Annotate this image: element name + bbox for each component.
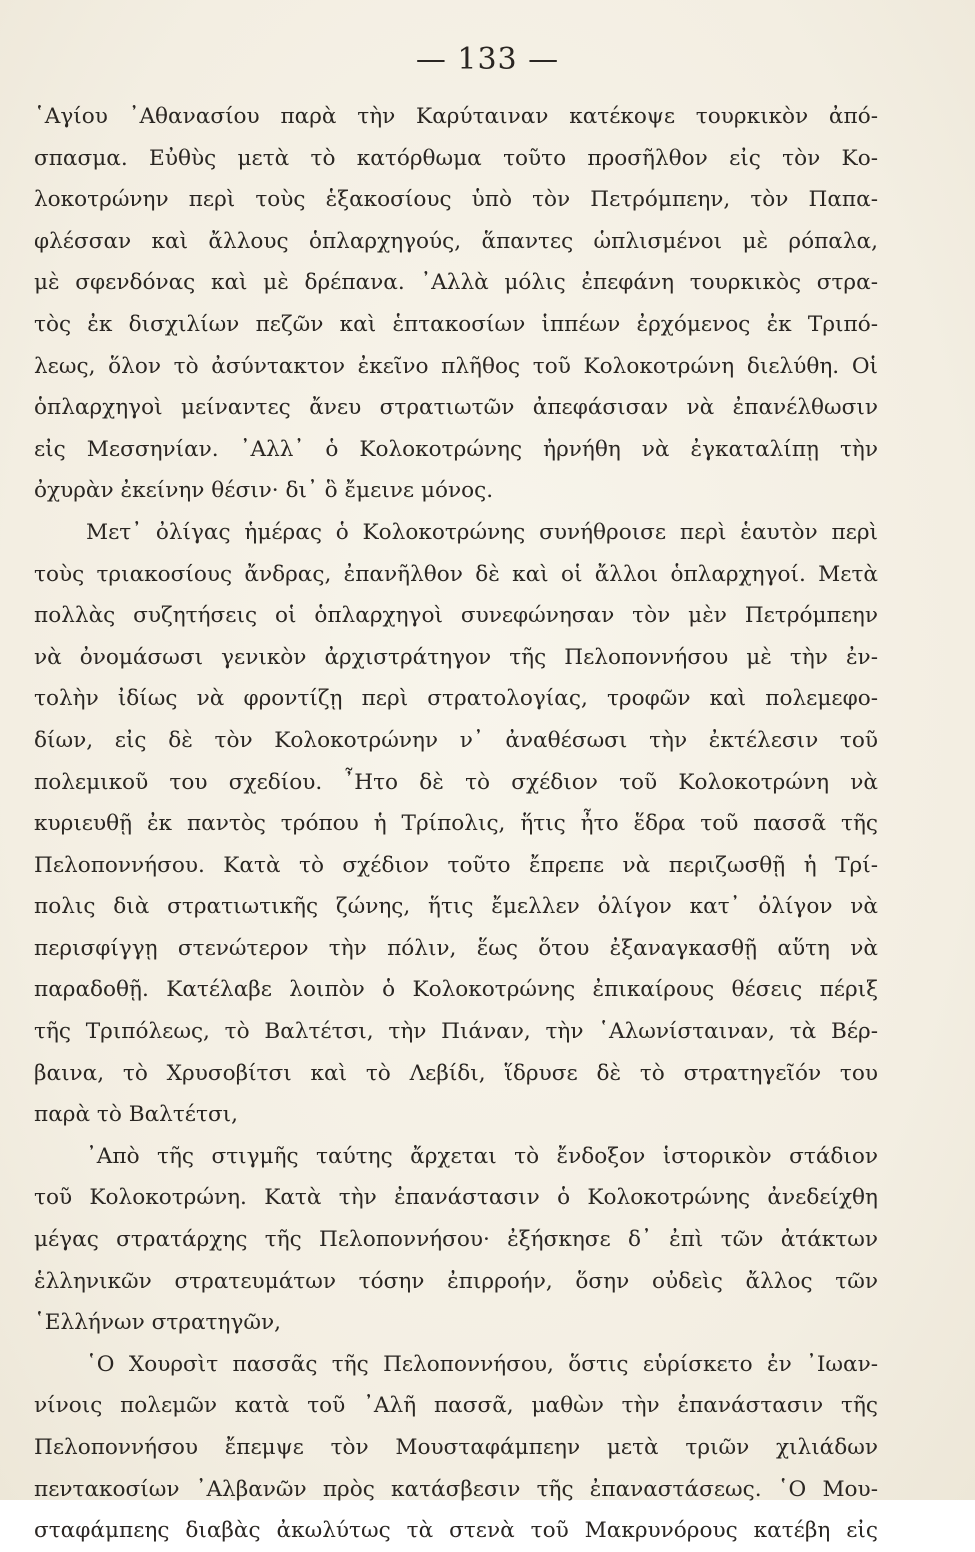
text-line: ῾Αγίου ᾿Αθανασίου παρὰ τὴν Καρύταιναν κατέκοψε τουρκικὸν ἀπό- (34, 104, 878, 129)
text-line: μὲ σφενδόνας καὶ μὲ δρέπανα. ᾿Αλλὰ μόλις ἐπεφάνη τουρκικὸς στρα- (34, 270, 878, 296)
text-line: παρὰ τὸ Βαλτέτσι, (34, 1102, 239, 1128)
text-line: τοὺς τριακοσίους ἄνδρας, ἐπανῆλθον δὲ καὶ οἱ ἄλλοι ὁπλαρχηγοί. Μετὰ (34, 561, 878, 587)
text-line: Πελοποννήσου. Κατὰ τὸ σχέδιον τοῦτο ἔπρεπε νὰ περιζωσθῇ ἡ Τρί- (34, 852, 878, 878)
text-line: δίων, εἰς δὲ τὸν Κολοκοτρώνην ν᾿ ἀναθέσωσι τὴν ἐκτέλεσιν τοῦ (34, 727, 878, 753)
text-line: πολις διὰ στρατιωτικῆς ζώνης, ἥτις ἔμελλεν ὀλίγον κατ᾿ ὀλίγον νὰ (34, 894, 878, 920)
text-line: σταφάμπεης διαβὰς ἀκωλύτως τὰ στενὰ τοῦ Μακρυνόρους κατέβη εἰς (34, 1518, 878, 1544)
text-line: λοκοτρώνην περὶ τοὺς ἑξακοσίους ὑπὸ τὸν Πετρόμπεην, τὸν Παπα- (34, 187, 878, 213)
text-line: πολλὰς συζητήσεις οἱ ὁπλαρχηγοὶ συνεφώνησαν τὸν μὲν Πετρόμπεην (34, 603, 878, 629)
text-line: ὁπλαρχηγοὶ μείναντες ἄνευ στρατιωτῶν ἀπεφάσισαν νὰ ἐπανέλθωσιν (34, 395, 878, 421)
text-line: ῾Ο Χουρσὶτ πασσᾶς τῆς Πελοποννήσου, ὅστις εὑρίσκετο ἐν ᾿Ιωαν- (86, 1351, 878, 1377)
body-text (34, 96, 878, 1552)
text-line: πεντακοσίων ᾿Αλβανῶν πρὸς κατάσβεσιν τῆς ἐπαναστάσεως. ῾Ο Μου- (34, 1476, 878, 1502)
text-line: νίνοις πολεμῶν κατὰ τοῦ ᾿Αλῆ πασσᾶ, μαθὼν τὴν ἐπανάστασιν τῆς (34, 1393, 878, 1419)
text-line: τὸς ἐκ δισχιλίων πεζῶν καὶ ἑπτακοσίων ἱππέων ἐρχόμενος ἐκ Τριπό- (34, 311, 878, 337)
text-line: κυριευθῇ ἐκ παντὸς τρόπου ἡ Τρίπολις, ἥτις ἦτο ἕδρα τοῦ πασσᾶ τῆς (34, 811, 878, 837)
text-line: βαινα, τὸ Χρυσοβίτσι καὶ τὸ Λεβίδι, ἵδρυσε δὲ τὸ στρατηγεῖόν του (34, 1060, 878, 1086)
text-line: ῾Ελλήνων στρατηγῶν, (34, 1310, 281, 1336)
text-line: περισφίγγῃ στενώτερον τὴν πόλιν, ἕως ὅτου ἐξαναγκασθῇ αὕτη νὰ (34, 935, 878, 961)
text-line: εἰς Μεσσηνίαν. ᾿Αλλ᾿ ὁ Κολοκοτρώνης ἠρνήθη νὰ ἐγκαταλίπῃ τὴν (34, 436, 878, 462)
text-line: τολὴν ἰδίως νὰ φροντίζῃ περὶ στρατολογίας, τροφῶν καὶ πολεμεφο- (34, 686, 878, 712)
text-line: μέγας στρατάρχης τῆς Πελοποννήσου· ἐξήσκησε δ᾿ ἐπὶ τῶν ἀτάκτων (34, 1227, 878, 1253)
text-line: ᾿Απὸ τῆς στιγμῆς ταύτης ἄρχεται τὸ ἔνδοξον ἱστορικὸν στάδιον (86, 1143, 878, 1169)
text-line: λεως, ὅλον τὸ ἀσύντακτον ἐκεῖνο πλῆθος τοῦ Κολοκοτρώνη διελύθη. Οἱ (34, 353, 878, 379)
page-number: — 133 — (415, 42, 560, 77)
text-line: ὀχυρὰν ἐκείνην θέσιν· δι᾿ ὃ ἔμεινε μόνος. (34, 478, 494, 504)
text-line: τοῦ Κολοκοτρώνη. Κατὰ τὴν ἐπανάστασιν ὁ Κολοκοτρώνης ἀνεδείχθη (34, 1185, 878, 1211)
text-line: πολεμικοῦ του σχεδίου. ῏Ητο δὲ τὸ σχέδιον τοῦ Κολοκοτρώνη νὰ (34, 769, 878, 795)
text-line: ἑλληνικῶν στρατευμάτων τόσην ἐπιρροήν, ὅσην οὐδεὶς ἄλλος τῶν (34, 1268, 878, 1294)
text-line: σπασμα. Εὐθὺς μετὰ τὸ κατόρθωμα τοῦτο προσῆλθον εἰς τὸν Κο- (34, 145, 878, 171)
text-line: παραδοθῇ. Κατέλαβε λοιπὸν ὁ Κολοκοτρώνης ἐπικαίρους θέσεις πέριξ (34, 977, 878, 1003)
text-line: νὰ ὀνομάσωσι γενικὸν ἀρχιστράτηγον τῆς Πελοποννήσου μὲ τὴν ἐν- (34, 644, 878, 670)
text-line: φλέσσαν καὶ ἄλλους ὁπλαρχηγούς, ἅπαντες ὡπλισμένοι μὲ ρόπαλα, (34, 228, 878, 254)
text-line: Πελοποννήσου ἔπεμψε τὸν Μουσταφάμπεην μετὰ τριῶν χιλιάδων (34, 1435, 878, 1460)
text-line: τῆς Τριπόλεως, τὸ Βαλτέτσι, τὴν Πιάναν, τὴν ῾Αλωνίσταιναν, τὰ Βέρ- (34, 1019, 878, 1045)
text-line: Μετ᾿ ὀλίγας ἡμέρας ὁ Κολοκοτρώνης συνήθροισε περὶ ἑαυτὸν περὶ (86, 519, 878, 545)
